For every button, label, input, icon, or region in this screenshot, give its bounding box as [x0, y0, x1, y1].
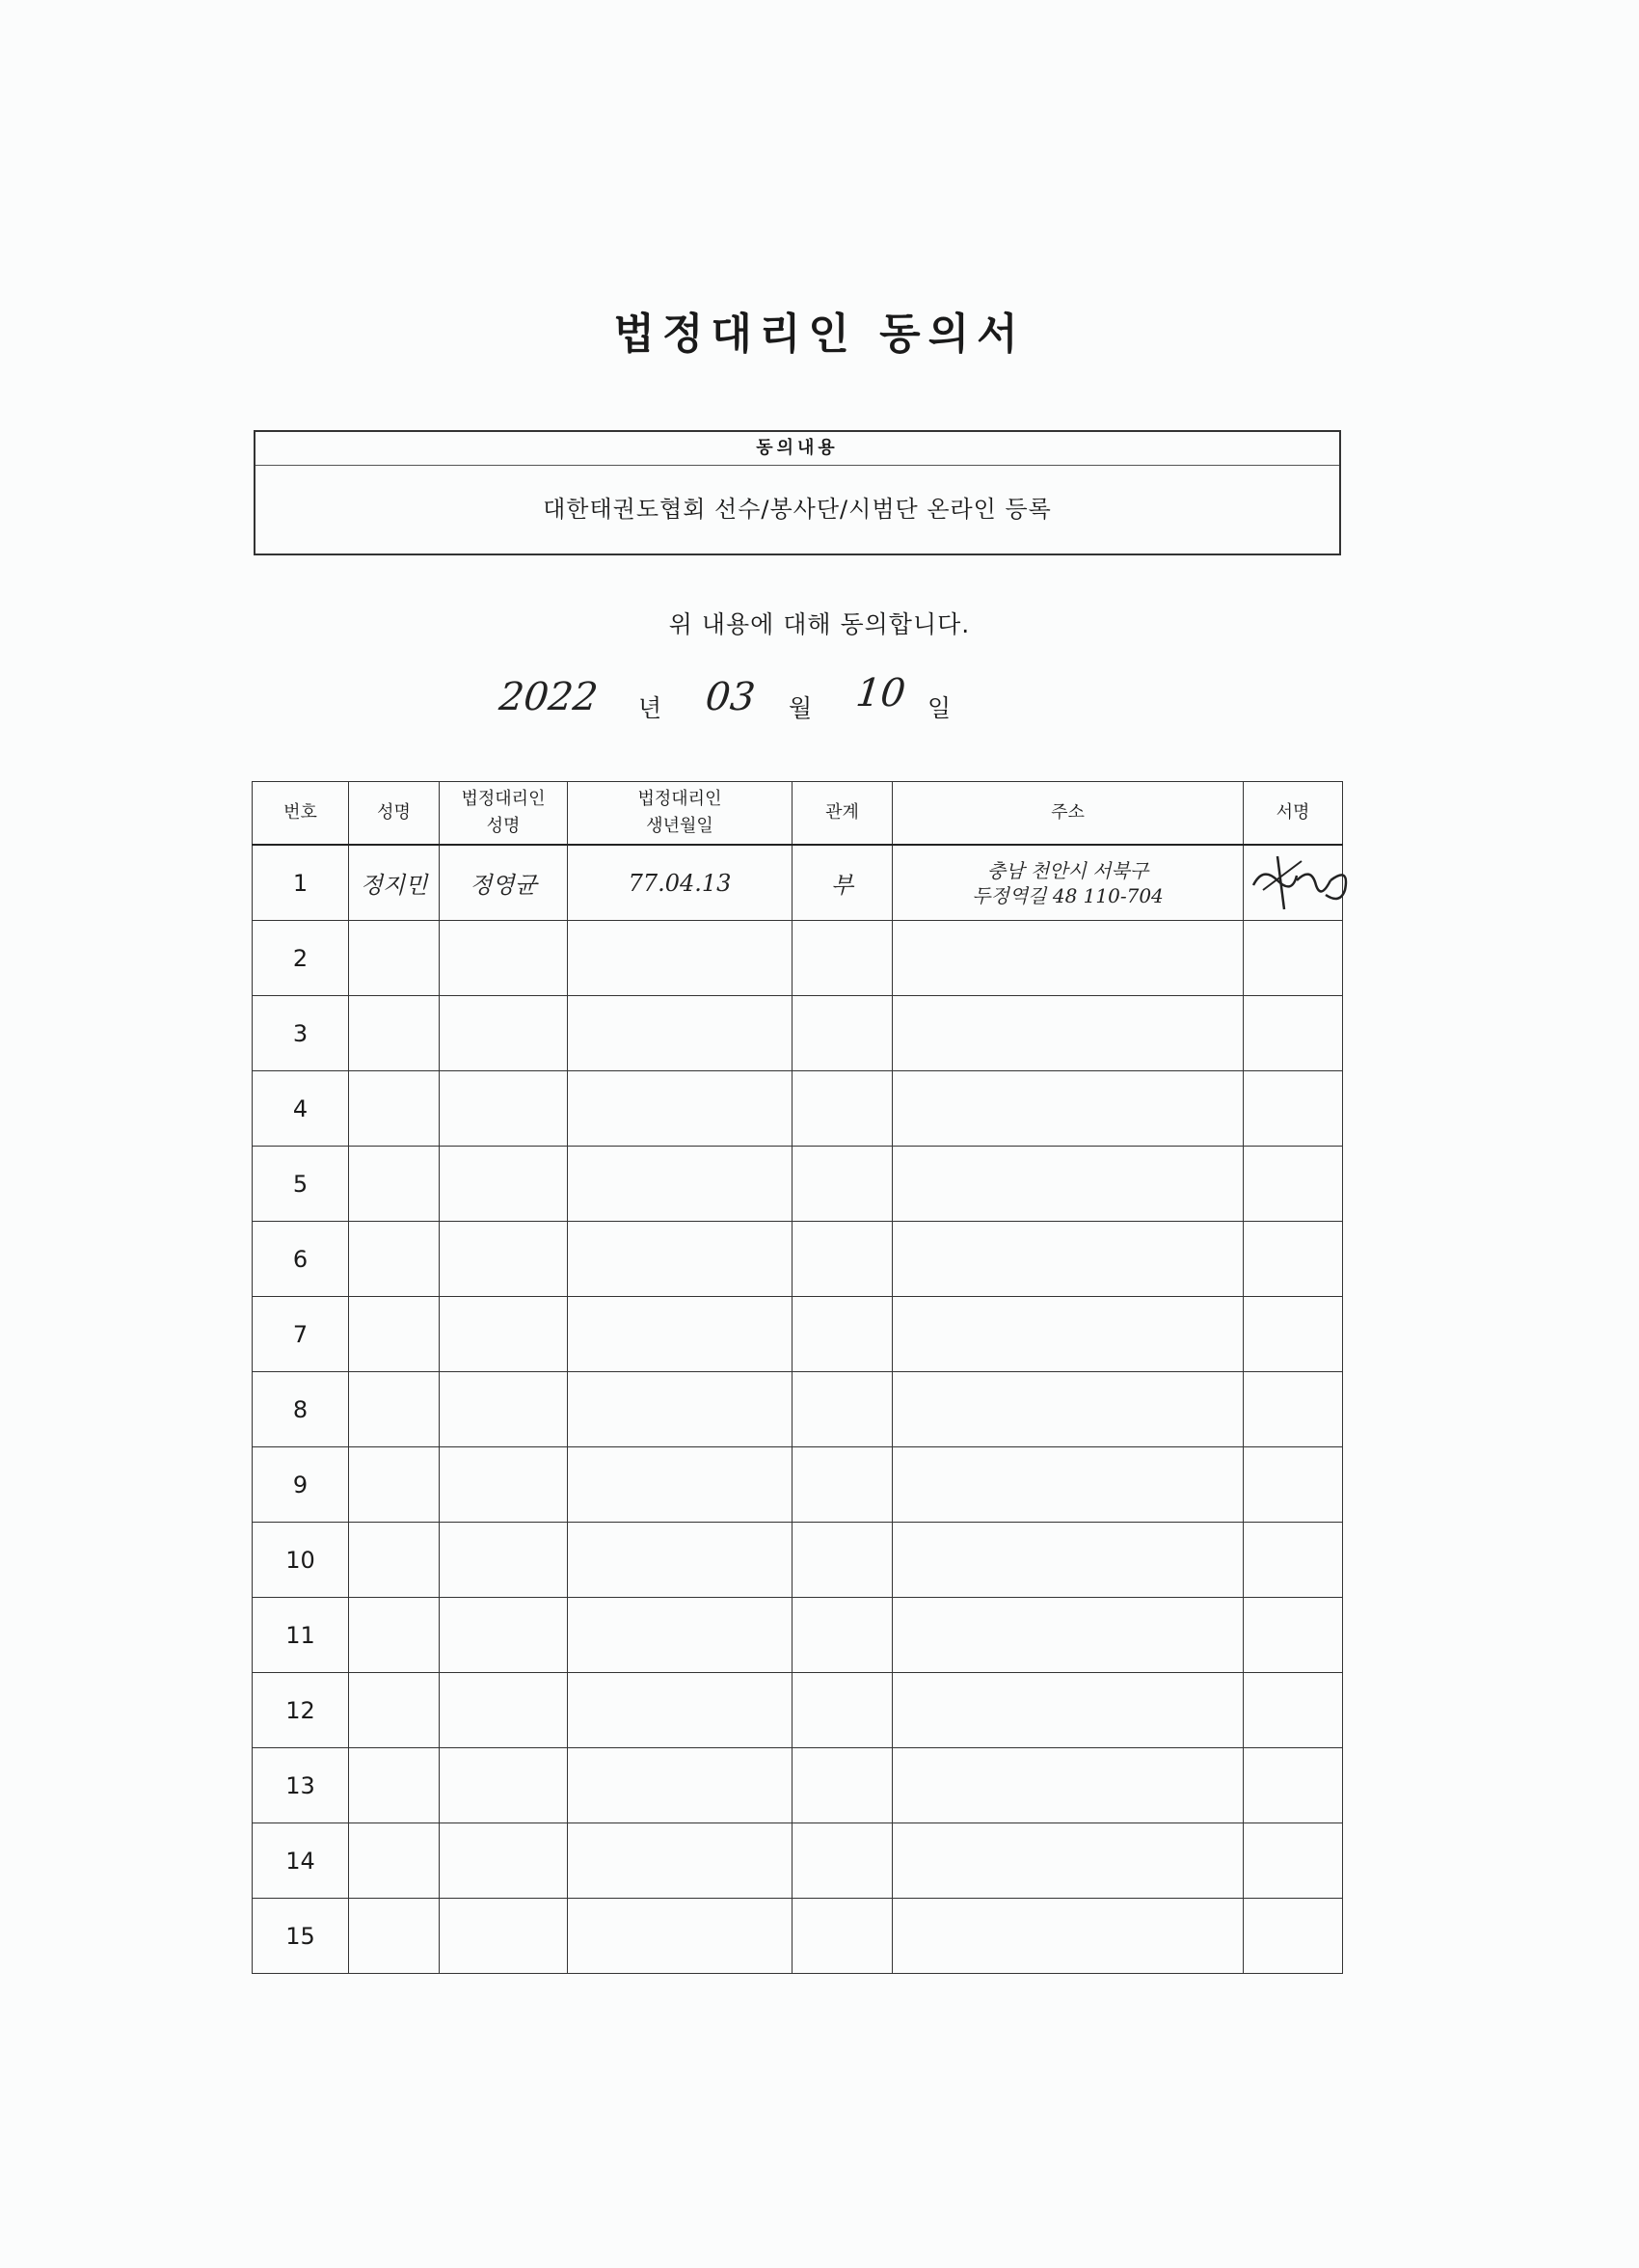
- cell-relation: [793, 921, 893, 996]
- header-rep-name: [440, 782, 568, 846]
- cell-rep-name: [440, 1523, 568, 1598]
- cell-no: 7: [253, 1297, 349, 1372]
- cell-address: [893, 1899, 1244, 1974]
- cell-no: 14: [253, 1823, 349, 1899]
- cell-rep-birth: [568, 1222, 793, 1297]
- cell-no: 12: [253, 1673, 349, 1748]
- cell-relation: [793, 1899, 893, 1974]
- table-row: [253, 1899, 1343, 1974]
- table-row: [253, 845, 1343, 921]
- cell-signature: [1244, 1598, 1343, 1673]
- header-name: 성명: [349, 782, 440, 846]
- cell-relation: [793, 1598, 893, 1673]
- cell-rep-birth: [568, 1673, 793, 1748]
- cell-rep-birth: [568, 1748, 793, 1823]
- cell-signature: [1244, 1297, 1343, 1372]
- cell-signature: [1244, 845, 1343, 921]
- cell-signature: [1244, 1147, 1343, 1222]
- cell-address: [893, 1071, 1244, 1147]
- header-address: 주소: [893, 782, 1244, 846]
- cell-no: 8: [253, 1372, 349, 1447]
- cell-rep-name: [440, 1673, 568, 1748]
- cell-name: [349, 1447, 440, 1523]
- cell-signature: [1244, 1899, 1343, 1974]
- cell-address: [893, 1297, 1244, 1372]
- cell-signature: [1244, 921, 1343, 996]
- cell-signature: [1244, 1071, 1343, 1147]
- cell-relation: [793, 1071, 893, 1147]
- cell-rep-name: [440, 1447, 568, 1523]
- header-no: 번호: [253, 782, 349, 846]
- cell-no: 13: [253, 1748, 349, 1823]
- cell-name: [349, 1598, 440, 1673]
- cell-address: [893, 996, 1244, 1071]
- cell-rep-birth: [568, 1372, 793, 1447]
- document-title: 법정대리인 동의서: [613, 310, 1026, 359]
- table-row: [253, 1372, 1343, 1447]
- cell-relation: [793, 1823, 893, 1899]
- table-row: [253, 1523, 1343, 1598]
- consent-box: [254, 430, 1341, 555]
- cell-name: [349, 1823, 440, 1899]
- representative-table: [252, 781, 1343, 1974]
- cell-address: [893, 921, 1244, 996]
- table-row: [253, 996, 1343, 1071]
- cell-signature: [1244, 1673, 1343, 1748]
- cell-name: [349, 921, 440, 996]
- cell-address: [893, 845, 1244, 921]
- cell-name: [349, 1523, 440, 1598]
- cell-address: [893, 1598, 1244, 1673]
- header-rep-name-line2: 성명: [486, 816, 521, 836]
- table-row: [253, 1823, 1343, 1899]
- cell-rep-name: [440, 1899, 568, 1974]
- cell-rep-birth: [568, 996, 793, 1071]
- header-rep-birth-line2: 생년월일: [646, 816, 713, 836]
- cell-address: [893, 1523, 1244, 1598]
- date-day: 10: [853, 671, 908, 716]
- cell-no: 4: [253, 1071, 349, 1147]
- table-header-row: [253, 782, 1343, 846]
- cell-no: 3: [253, 996, 349, 1071]
- table-row: [253, 1447, 1343, 1523]
- consent-content: 대한태권도협회 선수/봉사단/시범단 온라인 등록: [543, 496, 1052, 523]
- cell-name: [349, 1899, 440, 1974]
- cell-relation: [793, 1372, 893, 1447]
- cell-no: 15: [253, 1899, 349, 1974]
- cell-name: [349, 1297, 440, 1372]
- cell-name: [349, 1147, 440, 1222]
- cell-address: [893, 1823, 1244, 1899]
- cell-signature: [1244, 1748, 1343, 1823]
- cell-rep-name: [440, 1823, 568, 1899]
- cell-name: [349, 1372, 440, 1447]
- cell-address: [893, 1673, 1244, 1748]
- cell-rep-name: [440, 1748, 568, 1823]
- cell-address: [893, 1748, 1244, 1823]
- cell-signature: [1244, 1523, 1343, 1598]
- cell-relation: [793, 996, 893, 1071]
- table-row: [253, 1071, 1343, 1147]
- cell-rep-birth: [568, 1598, 793, 1673]
- cell-no: 10: [253, 1523, 349, 1598]
- cell-signature: [1244, 1823, 1343, 1899]
- cell-address-line2: 두정역길 48 110-704: [972, 883, 1164, 907]
- cell-address: [893, 1222, 1244, 1297]
- cell-relation: [793, 1297, 893, 1372]
- date-year: 2022: [497, 675, 601, 719]
- cell-no: 9: [253, 1447, 349, 1523]
- cell-rep-name: [440, 1297, 568, 1372]
- cell-name: [349, 1071, 440, 1147]
- cell-relation: [793, 1673, 893, 1748]
- table-row: [253, 1222, 1343, 1297]
- cell-rep-name: 정영균: [440, 845, 568, 921]
- cell-no: 11: [253, 1598, 349, 1673]
- cell-address: [893, 1147, 1244, 1222]
- cell-rep-name: [440, 1147, 568, 1222]
- cell-rep-birth: [568, 921, 793, 996]
- cell-no: 6: [253, 1222, 349, 1297]
- header-relation: 관계: [793, 782, 893, 846]
- cell-rep-birth: [568, 1899, 793, 1974]
- header-rep-birth-line1: 법정대리인: [637, 789, 722, 809]
- cell-rep-name: [440, 1222, 568, 1297]
- date-year-label: 년: [638, 694, 662, 722]
- cell-relation: [793, 1447, 893, 1523]
- cell-relation: 부: [793, 845, 893, 921]
- cell-rep-name: [440, 1071, 568, 1147]
- cell-rep-name: [440, 1598, 568, 1673]
- cell-rep-birth: 77.04.13: [568, 845, 793, 921]
- cell-no: 5: [253, 1147, 349, 1222]
- cell-no: 1: [253, 845, 349, 921]
- date-month: 03: [703, 675, 758, 719]
- cell-relation: [793, 1147, 893, 1222]
- table-row: [253, 1147, 1343, 1222]
- handwritten-signature: [1244, 847, 1359, 914]
- date-month-label: 월: [789, 694, 813, 722]
- cell-signature: [1244, 1447, 1343, 1523]
- cell-name: [349, 1748, 440, 1823]
- cell-no: 2: [253, 921, 349, 996]
- consent-header: 동의내용: [255, 432, 1339, 466]
- cell-name: 정지민: [349, 845, 440, 921]
- agree-statement: 위 내용에 대해 동의합니다.: [668, 610, 971, 638]
- cell-name: [349, 1673, 440, 1748]
- cell-relation: [793, 1748, 893, 1823]
- cell-address: [893, 1447, 1244, 1523]
- cell-rep-birth: [568, 1447, 793, 1523]
- table-row: [253, 1598, 1343, 1673]
- header-rep-birth: [568, 782, 793, 846]
- date-day-label: 일: [927, 694, 952, 722]
- cell-relation: [793, 1222, 893, 1297]
- cell-rep-name: [440, 921, 568, 996]
- header-rep-name-line1: 법정대리인: [461, 789, 546, 809]
- table-row: [253, 921, 1343, 996]
- cell-rep-birth: [568, 1147, 793, 1222]
- cell-address: [893, 1372, 1244, 1447]
- cell-signature: [1244, 996, 1343, 1071]
- cell-rep-birth: [568, 1823, 793, 1899]
- header-signature: 서명: [1244, 782, 1343, 846]
- cell-name: [349, 996, 440, 1071]
- cell-name: [349, 1222, 440, 1297]
- cell-address-line1: 충남 천안시 서북구: [986, 858, 1149, 882]
- cell-rep-birth: [568, 1523, 793, 1598]
- date-line: [492, 671, 1070, 733]
- cell-rep-name: [440, 996, 568, 1071]
- cell-relation: [793, 1523, 893, 1598]
- cell-rep-birth: [568, 1071, 793, 1147]
- table-row: [253, 1748, 1343, 1823]
- table-row: [253, 1673, 1343, 1748]
- cell-signature: [1244, 1372, 1343, 1447]
- cell-rep-name: [440, 1372, 568, 1447]
- table-row: [253, 1297, 1343, 1372]
- cell-rep-birth: [568, 1297, 793, 1372]
- cell-signature: [1244, 1222, 1343, 1297]
